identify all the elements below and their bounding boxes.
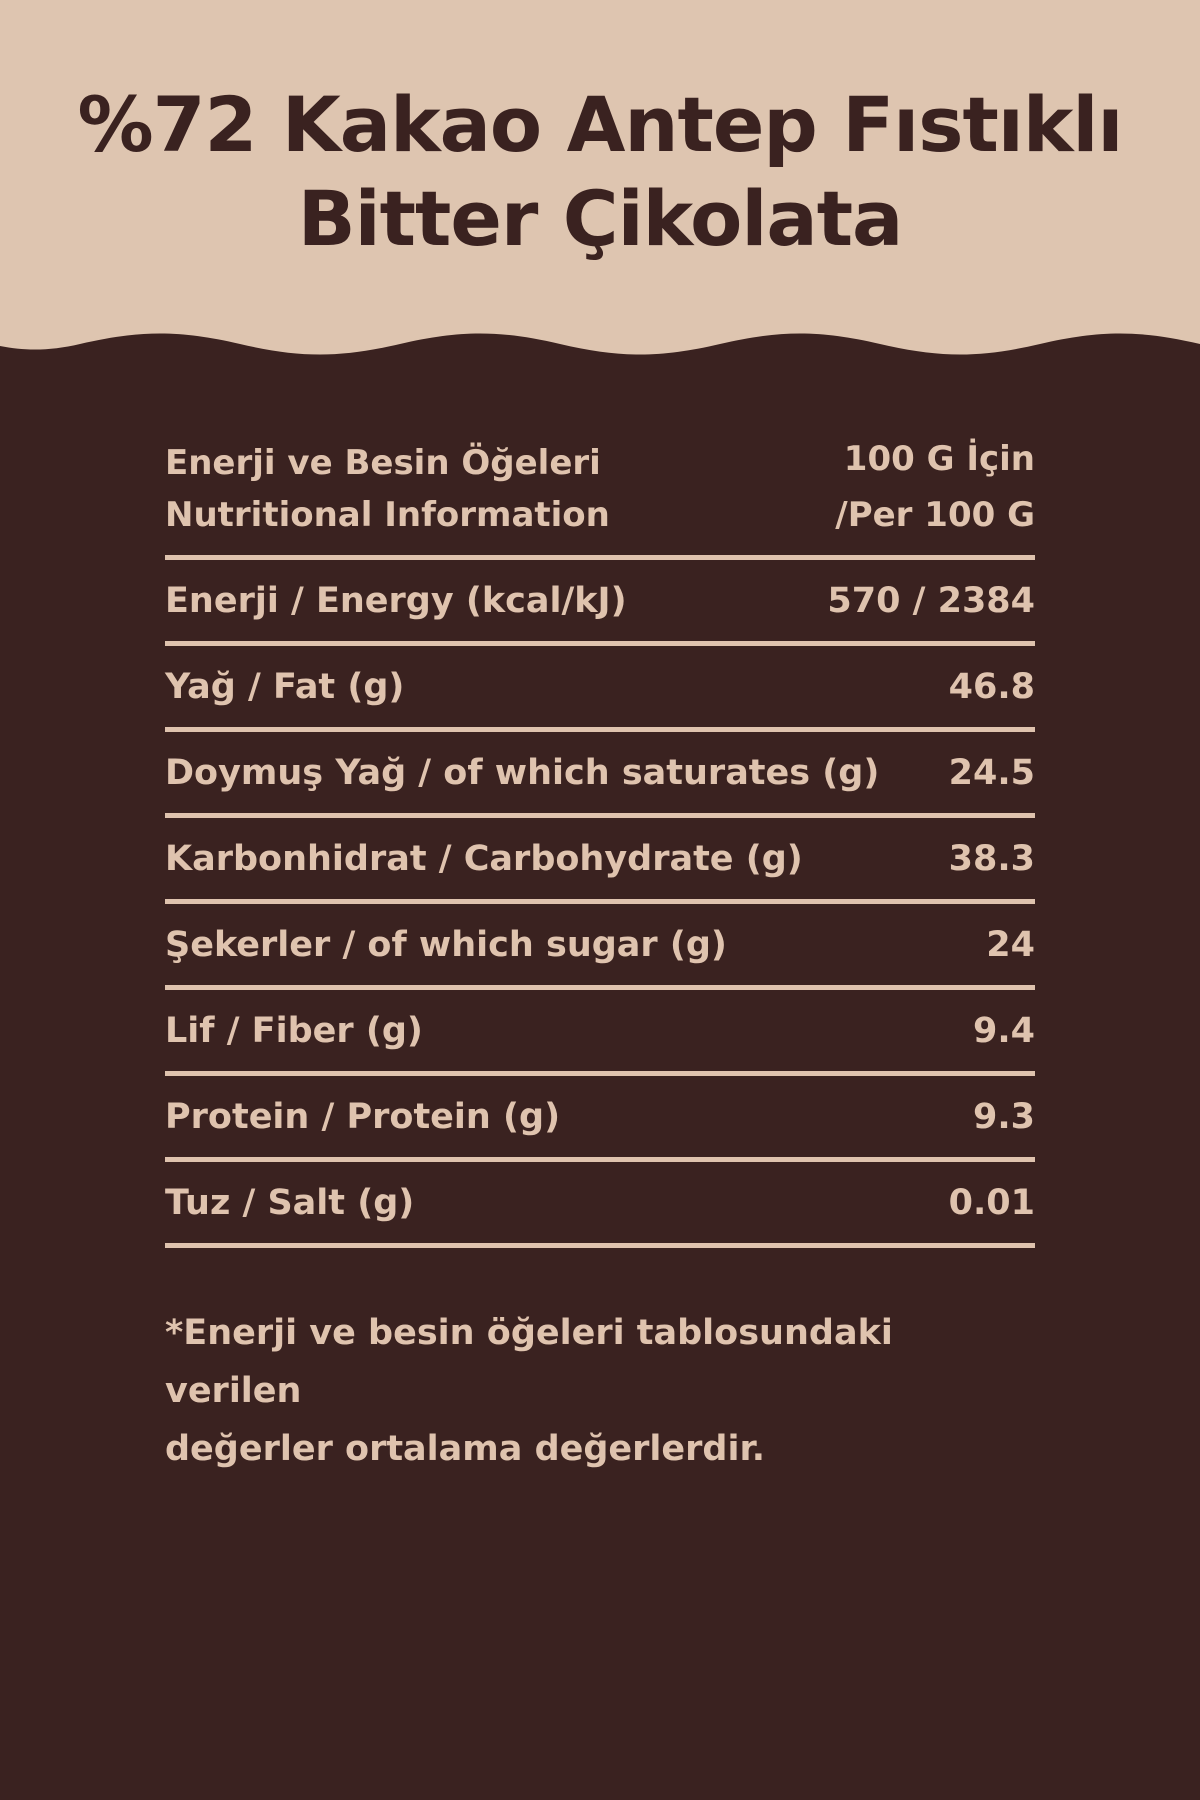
row-value: 570 / 2384 <box>827 580 1035 621</box>
product-title-line-2: Bitter Çikolata <box>297 174 903 263</box>
row-value: 0.01 <box>948 1182 1035 1223</box>
table-row-salt <box>165 1162 1035 1248</box>
row-value: 9.3 <box>972 1096 1035 1137</box>
row-value: 24.5 <box>948 752 1035 793</box>
nutrition-panel <box>165 439 1035 1513</box>
row-label: Protein / Protein (g) <box>165 1096 561 1137</box>
nutrition-table-body <box>165 560 1035 1248</box>
row-label: Yağ / Fat (g) <box>165 666 405 707</box>
header-band <box>0 0 1200 360</box>
header-serving-tr: 100 G İçin <box>843 439 1035 479</box>
nutrition-table-header <box>165 439 1035 560</box>
table-row-fat <box>165 646 1035 732</box>
row-label: Doymuş Yağ / of which saturates (g) <box>165 752 880 793</box>
footnote-line-2: değerler ortalama değerlerdir. <box>165 1429 766 1469</box>
table-row-protein <box>165 1076 1035 1162</box>
row-label: Tuz / Salt (g) <box>165 1182 415 1223</box>
row-label: Karbonhidrat / Carbohydrate (g) <box>165 838 803 879</box>
header-serving <box>835 433 1035 541</box>
table-row-saturates <box>165 732 1035 818</box>
header-label-en: Nutritional Information <box>165 495 610 535</box>
table-row-energy <box>165 560 1035 646</box>
row-label: Enerji / Energy (kcal/kJ) <box>165 580 627 621</box>
table-row-carbohydrate <box>165 818 1035 904</box>
header-label <box>165 437 610 541</box>
header-label-tr: Enerji ve Besin Öğeleri <box>165 443 601 483</box>
table-row-fiber <box>165 990 1035 1076</box>
row-label: Lif / Fiber (g) <box>165 1010 423 1051</box>
row-value: 9.4 <box>972 1010 1035 1051</box>
footnote-line-1: *Enerji ve besin öğeleri tablosundaki verilen <box>165 1313 893 1411</box>
product-title <box>0 78 1200 266</box>
footnote <box>165 1304 1035 1478</box>
row-value: 24 <box>986 924 1035 965</box>
product-title-line-1: %72 Kakao Antep Fıstıklı <box>77 80 1123 169</box>
header-serving-en: /Per 100 G <box>835 495 1035 535</box>
row-value: 46.8 <box>948 666 1035 707</box>
table-row-sugar <box>165 904 1035 990</box>
row-label: Şekerler / of which sugar (g) <box>165 924 727 965</box>
row-value: 38.3 <box>948 838 1035 879</box>
